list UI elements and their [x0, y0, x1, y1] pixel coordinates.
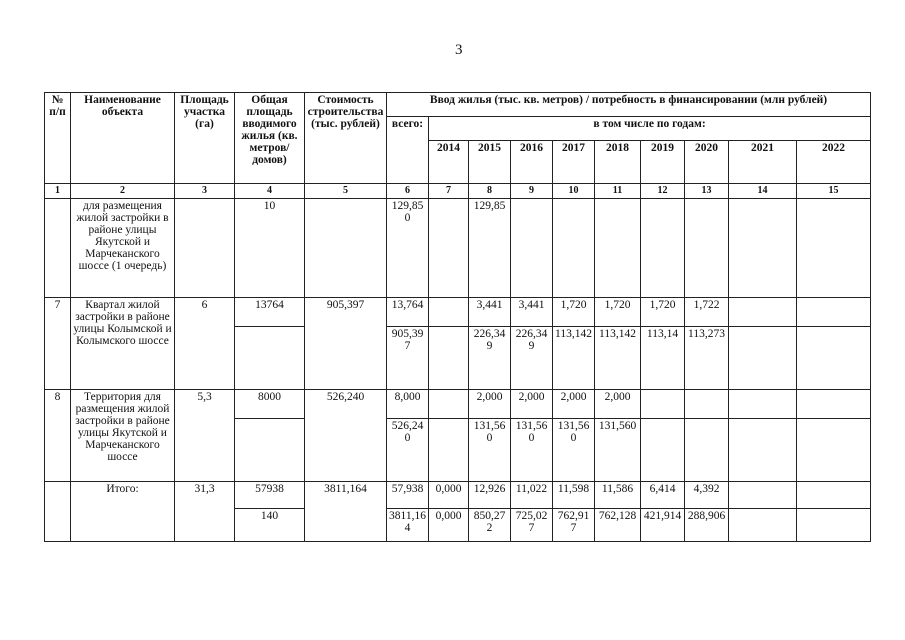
row-number: 7: [45, 298, 71, 390]
year-header: 2019: [641, 141, 685, 184]
value-2018: 1,720: [595, 298, 641, 327]
column-number-row: [45, 184, 871, 199]
value-2016: 11,022: [511, 482, 553, 509]
table-row-7-housing: [45, 298, 871, 327]
column-number: 5: [305, 184, 387, 199]
total-value: 57,938: [387, 482, 429, 509]
column-number: 14: [729, 184, 797, 199]
column-number: 9: [511, 184, 553, 199]
header-cost: Стоимость строительства (тыс. рублей): [305, 93, 387, 184]
value-2017: 1,720: [553, 298, 595, 327]
header-row-1: [45, 93, 871, 117]
header-num: № п/п: [45, 93, 71, 184]
value-2017: 113,142: [553, 327, 595, 390]
value-2018: 2,000: [595, 390, 641, 419]
housing-budget-table: [44, 92, 871, 542]
header-housing: Общая площадь вводимого жилья (кв. метров/ домов): [235, 93, 305, 184]
value-2018: 762,128: [595, 509, 641, 542]
column-number: 7: [429, 184, 469, 199]
construction-cost: 905,397: [305, 298, 387, 390]
value-2016: 131,560: [511, 419, 553, 482]
year-header: 2018: [595, 141, 641, 184]
plot-area: 31,3: [175, 482, 235, 542]
header-total: всего:: [387, 117, 429, 184]
value-2015: 131,560: [469, 419, 511, 482]
value-2014: 0,000: [429, 509, 469, 542]
housing-area: 57938: [235, 482, 305, 509]
column-number: 12: [641, 184, 685, 199]
value-2016: 725,027: [511, 509, 553, 542]
value-2015: 226,349: [469, 327, 511, 390]
header-name: Наименование объекта: [71, 93, 175, 184]
value-2014: 0,000: [429, 482, 469, 509]
value-2014: [429, 327, 469, 390]
total-value: 129,850: [387, 199, 429, 298]
column-number: 4: [235, 184, 305, 199]
column-number: 1: [45, 184, 71, 199]
table-row-8-housing: [45, 390, 871, 419]
year-header: 2020: [685, 141, 729, 184]
value-2017: 131,560: [553, 419, 595, 482]
column-number: 8: [469, 184, 511, 199]
value-2018: 131,560: [595, 419, 641, 482]
column-number: 10: [553, 184, 595, 199]
column-number: 6: [387, 184, 429, 199]
construction-cost: 526,240: [305, 390, 387, 482]
header-group: Ввод жилья (тыс. кв. метров) / потребность в финансировании (млн рублей): [387, 93, 871, 117]
column-number: 2: [71, 184, 175, 199]
header-area: Площадь участка (га): [175, 93, 235, 184]
object-name: Территория для размещения жилой застройки в районе улицы Якутской и Марчеканского шоссе: [71, 390, 175, 482]
value-2016: 226,349: [511, 327, 553, 390]
value-2015: 129,85: [469, 199, 511, 298]
object-name: Квартал жилой застройки в районе улицы Колымской и Колымского шоссе: [71, 298, 175, 390]
total-value: 8,000: [387, 390, 429, 419]
value-2020: 288,906: [685, 509, 729, 542]
value-2020: 1,722: [685, 298, 729, 327]
value-2018: 113,142: [595, 327, 641, 390]
page-number: 3: [455, 42, 463, 58]
construction-cost: 3811,164: [305, 482, 387, 542]
total-label: Итого:: [71, 482, 175, 542]
value-2015: 3,441: [469, 298, 511, 327]
housing-area: 10: [235, 199, 305, 298]
value-2019: 1,720: [641, 298, 685, 327]
value-2017: 11,598: [553, 482, 595, 509]
value-2015: 12,926: [469, 482, 511, 509]
year-header: 2016: [511, 141, 553, 184]
total-value: 13,764: [387, 298, 429, 327]
header-by-years: в том числе по годам:: [429, 117, 871, 141]
plot-area: 6: [175, 298, 235, 390]
total-value: 905,397: [387, 327, 429, 390]
value-2019: 113,14: [641, 327, 685, 390]
row-number: 8: [45, 390, 71, 482]
value-2018: 11,586: [595, 482, 641, 509]
value-2015: 850,272: [469, 509, 511, 542]
object-name: для размещения жилой застройки в районе улицы Якутской и Марчеканского шоссе (1 очередь): [71, 199, 175, 298]
value-2019: 421,914: [641, 509, 685, 542]
year-header: 2022: [797, 141, 871, 184]
value-2020: 4,392: [685, 482, 729, 509]
houses-count: 140: [235, 509, 305, 542]
value-2014: [429, 298, 469, 327]
value-2019: 6,414: [641, 482, 685, 509]
year-header: 2021: [729, 141, 797, 184]
column-number: 15: [797, 184, 871, 199]
housing-area: 8000: [235, 390, 305, 419]
value-2016: 3,441: [511, 298, 553, 327]
value-2017: 2,000: [553, 390, 595, 419]
total-value: 526,240: [387, 419, 429, 482]
year-header: 2017: [553, 141, 595, 184]
year-header: 2014: [429, 141, 469, 184]
housing-area: 13764: [235, 298, 305, 327]
total-value: 3811,164: [387, 509, 429, 542]
plot-area: 5,3: [175, 390, 235, 482]
value-2016: 2,000: [511, 390, 553, 419]
table-row-continued: [45, 199, 871, 298]
year-header: 2015: [469, 141, 511, 184]
value-2020: 113,273: [685, 327, 729, 390]
table-row-total-housing: [45, 482, 871, 509]
column-number: 11: [595, 184, 641, 199]
value-2015: 2,000: [469, 390, 511, 419]
column-number: 13: [685, 184, 729, 199]
column-number: 3: [175, 184, 235, 199]
value-2017: 762,917: [553, 509, 595, 542]
